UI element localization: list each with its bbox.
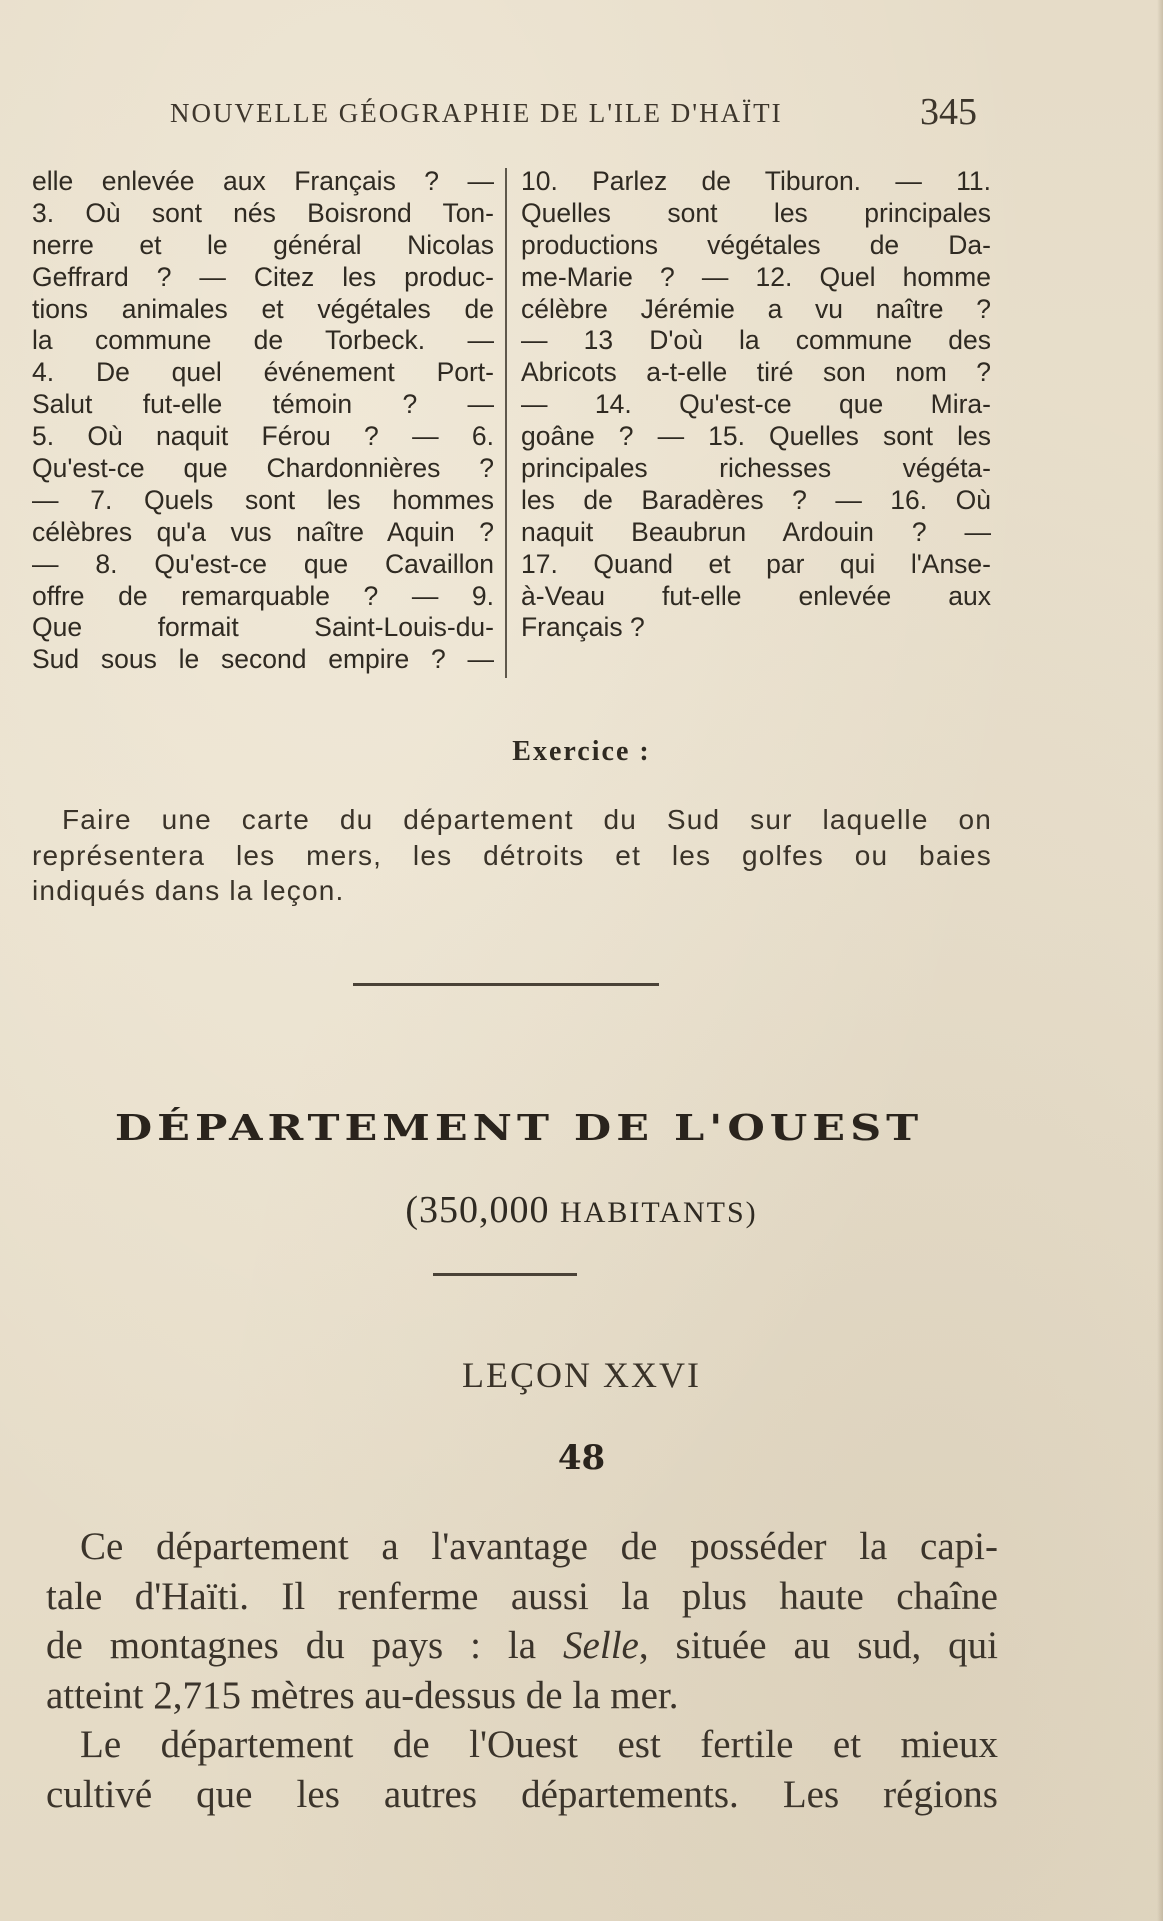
body-line: tale d'Haïti. Il renferme aussi la plus haute chaîne	[46, 1574, 998, 1618]
running-header: NOUVELLE GÉOGRAPHIE DE L'ILE D'HAÏTI	[170, 98, 783, 128]
body-line: Le département de l'Ouest est fertile et mieux	[80, 1723, 998, 1766]
question-line: 17. Quand et par qui l'Anse-	[521, 548, 991, 579]
lesson-title: LEÇON XXVI	[462, 1355, 701, 1395]
question-line: la commune de Torbeck. —	[32, 325, 494, 356]
question-line: Que formait Saint-Louis-du-	[32, 612, 494, 643]
question-line: naquit Beaubrun Ardouin ? —	[521, 516, 991, 547]
question-line: — 13 D'où la commune des	[521, 325, 991, 356]
question-line: Quelles sont les principales	[521, 197, 991, 228]
question-line: productions végétales de Da-	[521, 229, 991, 260]
questions-right-column	[521, 166, 991, 644]
question-line: Qu'est-ce que Chardonnières ?	[32, 453, 494, 484]
question-line: 3. Où sont nés Boisrond Ton-	[32, 197, 494, 228]
question-line: célèbre Jérémie a vu naître ?	[521, 293, 991, 324]
question-line: me-Marie ? — 12. Quel homme	[521, 261, 991, 292]
body-line-part: , située au sud, qui	[638, 1624, 998, 1667]
exercise-text	[32, 802, 992, 909]
body-line-part: de montagnes du pays : la	[46, 1624, 564, 1667]
question-line: principales richesses végéta-	[521, 453, 991, 484]
population-label: HABITANTS)	[560, 1196, 758, 1229]
question-line: Geffrard ? — Citez les produc-	[32, 261, 494, 292]
question-line: offre de remarquable ? — 9.	[32, 580, 494, 611]
department-title: DÉPARTEMENT DE L'OUEST	[114, 1108, 924, 1149]
lesson-body-text	[46, 1522, 998, 1819]
question-line: Français ?	[521, 612, 645, 643]
population-line	[0, 1188, 1163, 1232]
question-line: 4. De quel événement Port-	[32, 357, 494, 388]
question-line: 5. Où naquit Férou ? — 6.	[32, 421, 494, 452]
place-name-selle: Selle	[563, 1624, 639, 1667]
population-number: (350,000	[405, 1189, 550, 1231]
question-line: Salut fut-elle témoin ? —	[32, 389, 494, 420]
section-divider-rule	[353, 983, 659, 986]
question-line: elle enlevée aux Français ? —	[32, 166, 494, 196]
body-line: atteint 2,715 mètres au-dessus de la mer.	[46, 1673, 679, 1717]
question-line: Sud sous le second empire ? —	[32, 644, 494, 675]
question-line: tions animales et végétales de	[32, 293, 494, 324]
exercise-line: Faire une carte du département du Sud sur laquelle on	[62, 804, 992, 835]
body-line: cultivé que les autres départements. Les régions	[46, 1772, 998, 1816]
question-line: — 14. Qu'est-ce que Mira-	[521, 389, 991, 420]
exercise-line: représentera les mers, les détroits et les golfes ou baies	[32, 839, 992, 871]
question-line: goâne ? — 15. Quelles sont les	[521, 421, 991, 452]
question-line: Abricots a-t-elle tiré son nom ?	[521, 357, 991, 388]
body-line	[46, 1621, 998, 1671]
question-line: les de Baradères ? — 16. Où	[521, 484, 991, 515]
short-divider-rule	[433, 1273, 577, 1276]
question-line: nerre et le général Nicolas	[32, 229, 494, 260]
question-line: — 8. Qu'est-ce que Cavaillon	[32, 548, 494, 579]
page-edge-shadow	[1157, 0, 1163, 1921]
question-line: célèbres qu'a vus naître Aquin ?	[32, 516, 494, 547]
exercise-heading: Exercice :	[512, 736, 651, 767]
body-line: Ce département a l'avantage de posséder la capi-	[80, 1525, 998, 1568]
lesson-section-number: 48	[557, 1438, 606, 1478]
question-line: — 7. Quels sont les hommes	[32, 484, 494, 515]
question-line: à-Veau fut-elle enlevée aux	[521, 580, 991, 611]
page-number: 345	[920, 91, 977, 133]
exercise-line: indiqués dans la leçon.	[32, 875, 345, 906]
question-line: 10. Parlez de Tiburon. — 11.	[521, 166, 991, 196]
questions-left-column	[32, 166, 494, 676]
column-divider	[505, 168, 507, 678]
